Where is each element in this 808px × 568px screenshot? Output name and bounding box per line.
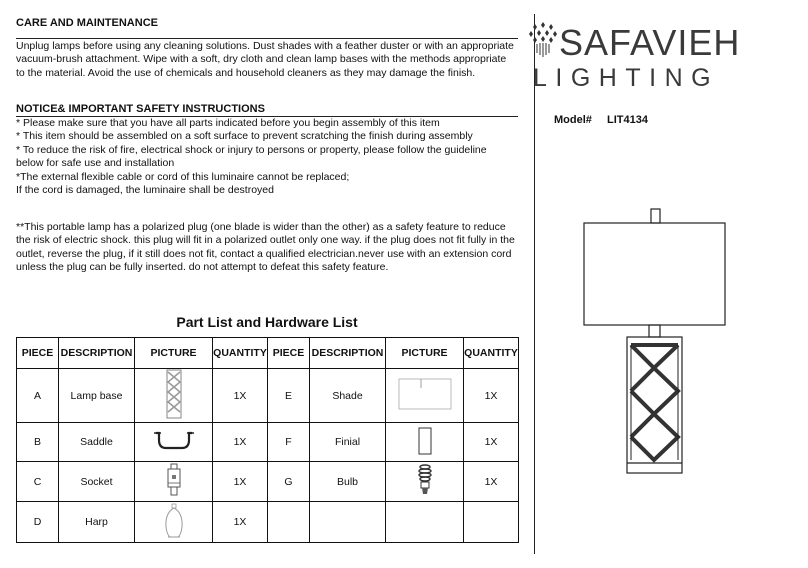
picture-cell bbox=[386, 369, 464, 423]
header-cell: PICTURE bbox=[386, 338, 464, 369]
picture-cell bbox=[135, 462, 213, 502]
shade-icon bbox=[397, 376, 453, 412]
picture-cell bbox=[135, 369, 213, 423]
header-cell: PICTURE bbox=[135, 338, 213, 369]
parts-table bbox=[16, 337, 519, 543]
notice-line: * To reduce the risk of fire, electrical shock or injury to persons or property, please follow the guideline bbox=[16, 143, 487, 156]
header-cell: PIECE bbox=[17, 338, 59, 369]
table-row bbox=[17, 423, 519, 462]
piece-cell: A bbox=[17, 369, 59, 423]
quantity-cell: 1X bbox=[464, 462, 519, 502]
description-cell bbox=[310, 502, 386, 543]
picture-cell bbox=[135, 502, 213, 543]
bulb-icon bbox=[416, 463, 434, 497]
piece-cell: D bbox=[17, 502, 59, 543]
socket-icon bbox=[165, 463, 183, 497]
model-number: LIT4134 bbox=[607, 114, 648, 126]
plug-line: outlet, reverse the plug, if it still does not fit, contact a qualified electrician.never use with an extension cord bbox=[16, 247, 512, 260]
description-cell: Socket bbox=[59, 462, 135, 502]
piece-cell bbox=[268, 502, 310, 543]
piece-cell: C bbox=[17, 462, 59, 502]
saddle-icon bbox=[152, 428, 196, 454]
picture-cell bbox=[386, 423, 464, 462]
header-cell: QUANTITY bbox=[213, 338, 268, 369]
table-header-row bbox=[17, 338, 519, 369]
plug-line: unless the plug can be fully inserted. do not attempt to defeat this safety feature. bbox=[16, 261, 389, 274]
quantity-cell: 1X bbox=[464, 369, 519, 423]
table-row bbox=[17, 502, 519, 543]
plug-line: the risk of electric shock. this plug will fit in a polarized outlet only one way. if the plug does not fit fully in the bbox=[16, 234, 515, 247]
lamp-illustration bbox=[582, 205, 727, 475]
care-text bbox=[16, 40, 521, 80]
description-cell: Harp bbox=[59, 502, 135, 543]
notice-line: below for safe use and installation bbox=[16, 157, 175, 170]
quantity-cell bbox=[464, 502, 519, 543]
plug-text bbox=[16, 221, 521, 275]
plug-line: **This portable lamp has a polarized plug (one blade is wider than the other) as a safety feature to reduce bbox=[16, 221, 506, 233]
care-line: Unplug lamps before using any cleaning solutions. Dust shades with a feather duster or with an appropriate bbox=[16, 40, 514, 52]
model-label: Model# bbox=[554, 114, 592, 126]
quantity-cell: 1X bbox=[213, 423, 268, 462]
description-cell: Bulb bbox=[310, 462, 386, 502]
quantity-cell: 1X bbox=[213, 369, 268, 423]
brand-sub: LIGHTING bbox=[533, 64, 720, 92]
description-cell: Saddle bbox=[59, 423, 135, 462]
care-divider bbox=[16, 38, 518, 39]
picture-cell bbox=[386, 502, 464, 543]
header-cell: DESCRIPTION bbox=[59, 338, 135, 369]
notice-line: * Please make sure that you have all parts indicated before you begin assembly of this item bbox=[16, 117, 440, 129]
notice-line: *The external flexible cable or cord of this luminaire cannot be replaced; bbox=[16, 170, 350, 183]
finial-icon bbox=[418, 427, 432, 455]
brand-name: SAFAVIEH bbox=[559, 22, 741, 63]
description-cell: Shade bbox=[310, 369, 386, 423]
notice-heading: NOTICE& IMPORTANT SAFETY INSTRUCTIONS bbox=[16, 103, 265, 115]
piece-cell: G bbox=[268, 462, 310, 502]
header-cell: QUANTITY bbox=[464, 338, 519, 369]
quantity-cell: 1X bbox=[213, 502, 268, 543]
description-cell: Finial bbox=[310, 423, 386, 462]
piece-cell: F bbox=[268, 423, 310, 462]
chandelier-logo-icon bbox=[526, 22, 560, 58]
description-cell: Lamp base bbox=[59, 369, 135, 423]
notice-text bbox=[16, 117, 521, 197]
notice-line: * This item should be assembled on a soft surface to prevent scratching the finish during assembly bbox=[16, 130, 473, 143]
header-cell: DESCRIPTION bbox=[310, 338, 386, 369]
table-row bbox=[17, 462, 519, 502]
piece-cell: E bbox=[268, 369, 310, 423]
quantity-cell: 1X bbox=[213, 462, 268, 502]
shade-drawing bbox=[584, 223, 725, 325]
harp-icon bbox=[162, 503, 186, 539]
care-heading: CARE AND MAINTENANCE bbox=[16, 17, 158, 29]
notice-line: If the cord is damaged, the luminaire shall be destroyed bbox=[16, 184, 274, 197]
column-divider bbox=[534, 14, 535, 554]
neck-drawing bbox=[649, 325, 660, 337]
quantity-cell: 1X bbox=[464, 423, 519, 462]
piece-cell: B bbox=[17, 423, 59, 462]
picture-cell bbox=[386, 462, 464, 502]
parts-title: Part List and Hardware List bbox=[176, 314, 358, 330]
care-line: vacuum-brush attachment. Wipe with a soft, dry cloth and clean lamp bases with the methods appropriate bbox=[16, 53, 507, 66]
base-drawing bbox=[627, 337, 682, 473]
finial-drawing bbox=[651, 209, 660, 223]
table-row bbox=[17, 369, 519, 423]
lamp-base-icon bbox=[163, 369, 185, 419]
picture-cell bbox=[135, 423, 213, 462]
care-line: to the material. Avoid the use of chemicals and household cleaners as they may damage the finish. bbox=[16, 66, 476, 79]
header-cell: PIECE bbox=[268, 338, 310, 369]
